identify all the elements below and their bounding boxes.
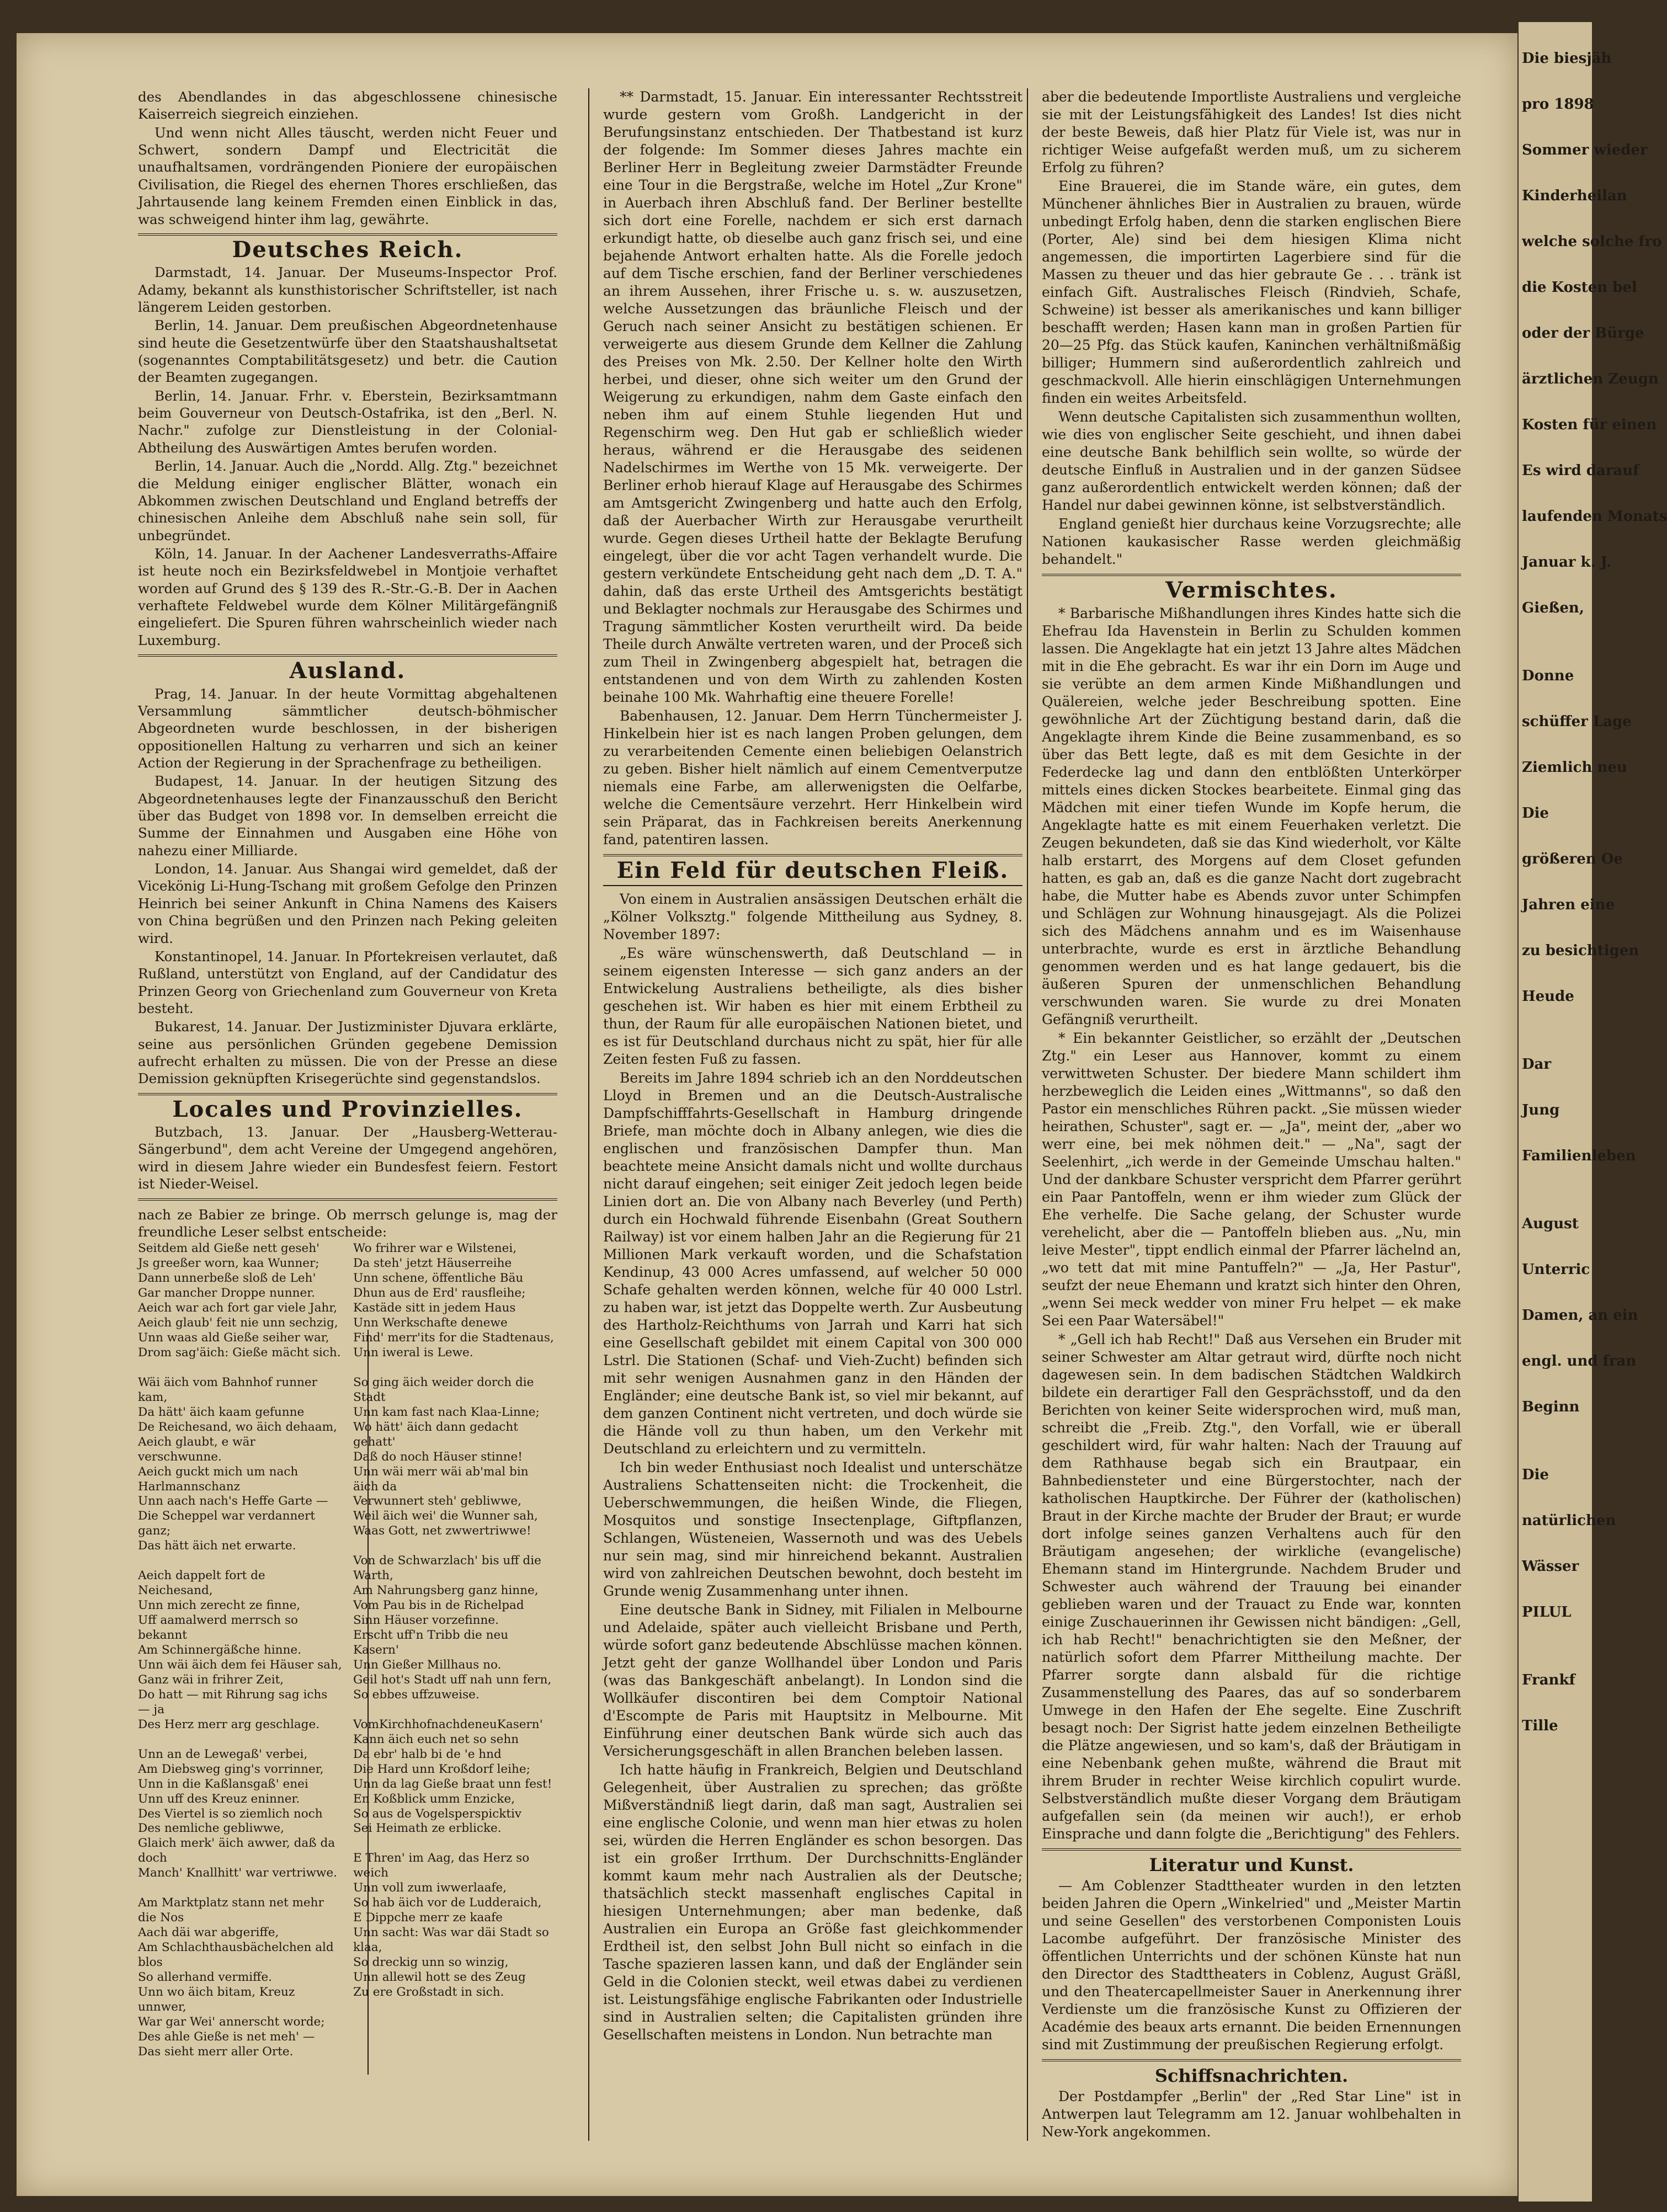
section-rule	[1042, 1848, 1461, 1851]
edge-fragment: Kosten für einen	[1522, 417, 1657, 433]
article-para: Von einem in Australien ansässigen Deutschen erhält die „Kölner Volksztg." folgende Mittheilung aus Sydney, 8. November 1897:	[603, 891, 1022, 942]
section-rule	[138, 654, 557, 657]
column-2	[603, 88, 1022, 2045]
edge-fragment: Die biesjäh	[1522, 50, 1612, 67]
news-item: Babenhausen, 12. Januar. Dem Herrn Tünchermeister J. Hinkelbein hier ist es nach langen Proben gelungen, dem zu verarbeitenden Cemente einen beliebigen Oelanstrich zu geben. Bisher hielt nämlich auf einem Cementverputze niemals eine Farbe, am allerwenigsten die Oelfarbe, welche die Cementsäure verzehrt. Herr Hinkelbein wird sein Präparat, das in Fachkreisen bereits Anerkennung fand, patentiren lassen.	[603, 708, 1022, 848]
edge-fragment: Die	[1522, 1467, 1549, 1483]
edge-fragment: laufenden Monats	[1522, 508, 1667, 525]
edge-fragment: Sommer wieder	[1522, 142, 1648, 158]
edge-fragment: Unterric	[1522, 1261, 1590, 1278]
news-item: Berlin, 14. Januar. Dem preußischen Abgeordnetenhause sind heute die Gesetzentwürfe über den Staatshaushaltsetat (sogenanntes Comptabilitätsgesetz) und betr. die Caution der Beamten zugegangen.	[138, 317, 557, 386]
column-1	[138, 88, 557, 2060]
column-divider	[1027, 88, 1028, 2141]
news-item: — Am Coblenzer Stadttheater wurden in den letzten beiden Jahren die Opern „Winkelried" und „Meister Martin und seine Gesellen" des verstorbenen Componisten Louis Lacombe aufgeführt. Der französische Minister des öffentlichen Unterrichts und der schönen Künste hat nun den Director des Stadttheaters in Coblenz, August Gräßl, und den Theatercapellmeister Sauer in Anerkennung ihrer Verdienste um die französische Kunst zu Offizieren der Académie des beaux arts ernannt. Die beiden Ernennungen sind mit Zustimmung der preußischen Regierung erfolgt.	[1042, 1878, 1461, 2053]
section-rule	[138, 1093, 557, 1095]
article-para: Ich bin weder Enthusiast noch Idealist und unterschätze Australiens Schattenseiten nicht: die Trockenheit, die Ueberschwemmungen, die heißen Winde, die Fliegen, Mosquitos und sonstige Insectenplage, Giftpflanzen, Schlangen, Wüsteneien, Wassernoth und was des Uebels nur sein mag, sind mir hinreichend bekannt. Australien wird von zahlreichen Deutschen bewohnt, doch besteht im Grunde wenig Zusammenhang unter ihnen.	[603, 1459, 1022, 1599]
news-item: Der Postdampfer „Berlin" der „Red Star Line" ist in Antwerpen laut Telegramm am 12. Januar wohlbehalten in New-York angekommen.	[1042, 2088, 1461, 2140]
edge-fragment: Dar	[1522, 1056, 1552, 1073]
dialect-poem	[138, 1241, 557, 2059]
edge-fragment: Januar k. J.	[1522, 554, 1612, 571]
article-para: Eine Brauerei, die im Stande wäre, ein gutes, dem Münchener ähnliches Bier in Australien zu brauen, würde unbedingt Erfolg haben, denn die starken englischen Biere (Porter, Ale) sind bei dem hiesigen Klima nicht angemessen, die importirten Lagerbiere sind für die Massen zu theuer und das hier gebraute Ge . . . tränk ist einfach Gift. Australisches Fleisch (Rindvieh, Schafe, Schweine) ist besser als amerikanisches und kann billiger beschafft werden; Hasen kann man in großen Partien für 20—25 Pfg. das Stück kaufen, Kaninchen verhältnißmäßig billiger; Hummern sind außerordentlich zahlreich und geschmackvoll. Alle hierin einschlägigen Unternehmungen finden ein weites Arbeitsfeld.	[1042, 178, 1461, 406]
section-title-literatur: Literatur und Kunst.	[1149, 1854, 1354, 1875]
news-item: * Barbarische Mißhandlungen ihres Kindes hatte sich die Ehefrau Ida Havenstein in Berlin zu Schulden kommen lassen. Die Angeklagte hat ein jetzt 13 Jahre altes Mädchen mit in die Ehe gebracht. Es war ihr ein Dorn im Auge und sie verübte an dem armen Kinde Mißhandlungen und Quälereien, welche jeder Beschreibung spotten. Eine gewöhnliche Art der Züchtigung bestand darin, daß die Angeklagte ihrem Kinde die Beine zusammenband, es so über das Bett legte, daß es mit dem Gesichte in der Federdecke lag und dann den entblößten Unterkörper mittels eines dicken Stockes bearbeitete. Einmal ging das Mädchen mit einer tiefen Wunde im Kopfe herum, die Angeklagte hatte es mit einem Feuerhaken verletzt. Die Zeugen bekundeten, daß sie das Kind wiederholt, vor Kälte halb erstarrt, des Morgens auf dem Closet gefunden hatten, es gab an, daß es die ganze Nacht dort zugebracht habe, die Mutter habe es Abends zuvor unter Schimpfen und Schlägen zur Wohnung hinausgejagt. Als die Polizei sich des Mädchens annahm und es im Waisenhause unterbrachte, wurde es erst in ärztliche Behandlung genommen werden und es hat lange gedauert, bis die äußeren Spuren der unmenschlichen Behandlung verschwunden waren. Sie wurde zu drei Monaten Gefängniß verurtheilt.	[1042, 605, 1461, 1027]
edge-fragment: Familienleben	[1522, 1148, 1636, 1164]
intro-para: des Abendlandes in das abgeschlossene chinesische Kaiserreich siegreich einziehen.	[138, 89, 557, 122]
article-para: „Es wäre wünschenswerth, daß Deutschland — in seinem eigensten Interesse — sich ganz anders an der Entwickelung Australiens betheiligte, als dies bisher geschehen ist. Wir haben es hier mit einem Erbtheil zu thun, der Raum für alle europäischen Nationen bietet, und es ist für Deutschland durchaus nicht zu spät, hier für alle Zeiten festen Fuß zu fassen.	[603, 945, 1022, 1067]
section-rule	[138, 1198, 557, 1201]
edge-fragment: oder der Bürge	[1522, 325, 1644, 342]
edge-fragment: Kinderheilan	[1522, 188, 1627, 204]
edge-fragment: Beginn	[1522, 1399, 1580, 1415]
adjacent-page-edge	[1519, 22, 1667, 2202]
edge-fragment: Es wird darauf	[1522, 462, 1639, 479]
edge-fragment: die Kosten bel	[1522, 279, 1637, 296]
title-rule	[603, 885, 1022, 886]
edge-fragment: pro 1898	[1522, 96, 1594, 113]
article-para: Eine deutsche Bank in Sidney, mit Filialen in Melbourne und Adelaide, später auch vielleicht Brisbane und Perth, würde sofort ganz bedeutende Abschlüsse machen können. Jetzt geht der ganze Wollhandel über London und Paris (was das Bankgeschäft anbelangt). In London sind die Wollkäufer discontiren bei dem Comptoir National d'Escompte de Paris mit Hauptsitz in Melbourne. Mit Einführung einer deutschen Bank würde sich auch das Versicherungsgeschäft in allen Branchen beleben lassen.	[603, 1602, 1022, 1759]
news-item: Konstantinopel, 14. Januar. In Pfortekreisen verlautet, daß Rußland, unterstützt von England, auf der Candidatur des Prinzen Georg von Griechenland zum Gouverneur von Kreta besteht.	[138, 948, 557, 1016]
section-rule	[603, 854, 1022, 856]
news-item: Berlin, 14. Januar. Frhr. v. Eberstein, Bezirksamtmann beim Gouverneur von Deutsch-Ostafrika, ist den „Berl. N. Nachr." zufolge zur Dienstleistung in der Colonial-Abtheilung des Auswärtigen Amtes berufen worden.	[138, 387, 557, 456]
section-title-locales: Locales und Provinzielles.	[172, 1096, 523, 1122]
section-title-schiffsnachrichten: Schiffsnachrichten.	[1154, 2065, 1349, 2086]
poem-intro: nach ze Babier ze bringe. Ob merrsch gelunge is, mag der freundliche Leser selbst entscheide:	[138, 1206, 557, 1240]
section-title-ausland: Ausland.	[289, 658, 406, 684]
news-item: London, 14. Januar. Aus Shangai wird gemeldet, daß der Vicekönig Li-Hung-Tschang mit großem Gefolge den Prinzen Heinrich bei seiner Ankunft in China Namens des Kaisers von China begrüßen und den Prinzen nach Peking geleiten wird.	[138, 861, 557, 946]
edge-fragment: Ziemlich neu	[1522, 759, 1627, 776]
section-rule	[1042, 2059, 1461, 2061]
article-para: aber die bedeutende Importliste Australiens und vergleiche sie mit der Leistungsfähigkeit des Landes! Ist dies nicht der beste Beweis, daß hier Platz für Viele ist, was nur in richtiger Weise aufgefaßt werden muß, um zu sicherem Erfolg zu führen?	[1042, 89, 1461, 175]
article-para: England genießt hier durchaus keine Vorzugsrechte; alle Nationen kaukasischer Rasse werden gleichmäßig behandelt."	[1042, 516, 1461, 567]
news-item: Berlin, 14. Januar. Auch die „Nordd. Allg. Ztg." bezeichnet die Meldung einiger englischer Blätter, wonach ein Abkommen zwischen Deutschland und England betreffs der chinesischen Anleihe dem Abschluß nahe sein soll, für unbegründet.	[138, 458, 557, 543]
column-3	[1042, 88, 1461, 2142]
news-item: ** Darmstadt, 15. Januar. Ein interessanter Rechtsstreit wurde gestern vom Großh. Landgericht in der Berufungsinstanz entschieden. Der Thatbestand ist kurz der folgende: Im Sommer dieses Jahres machte ein Berliner Herr in Begleitung zweier Darmstädter Freunde eine Tour in die Bergstraße, welche im Hotel „Zur Krone" in Auerbach ihren Abschluß fand. Der Berliner bestellte sich dort eine Forelle, nachdem er sich erst darnach erkundigt hatte, ob dieselbe auch ganz frisch sei, und eine bejahende Antwort erhalten hatte. Als die Forelle jedoch auf dem Tische erschien, fand der Berliner verschiedenes an ihrem Aussehen, ihrer Frische u. s. w. auszusetzen, welche Aussetzungen das bräunliche Fleisch und der Geruch nach seiner Ansicht zu bestätigen schienen. Er verweigerte aus diesem Grunde dem Kellner die Zahlung des Preises von Mk. 2.50. Der Kellner holte den Wirth herbei, und dieser, ohne sich weiter um den Grund der Weigerung zu erkundigen, nahm dem Gaste einfach den neben ihm auf einem Stuhle liegenden Hut und Regenschirm weg. Den Hut gab er schließlich wieder heraus, während er die Herausgabe des seidenen Nadelschirmes im Werthe von 15 Mk. verweigerte. Der Berliner erhob hierauf Klage auf Herausgabe des Schirmes am Amtsgericht Zwingenberg und hatte auch den Erfolg, daß der Auerbacher Wirth zur Herausgabe verurtheilt wurde. Gegen dieses Urtheil hatte der Beklagte Berufung eingelegt, über die vor acht Tagen verhandelt wurde. Die gestern verkündete Entscheidung geht nach dem „D. T. A." dahin, daß das erste Urtheil des Amtsgerichts bestätigt und Beklagter nochmals zur Herausgabe des Schirmes und Tragung sämmtlicher Kosten verurtheilt wird. Da beide Theile durch Anwälte vertreten waren, und der Proceß sich zum Theil in Zwingenberg abgespielt hat, betragen die entstandenen und von dem Wirth zu zahlenden Kosten beinahe 100 Mk. Wahrhaftig eine theuere Forelle!	[603, 89, 1022, 705]
edge-fragment: August	[1522, 1216, 1579, 1232]
edge-fragment: Die	[1522, 805, 1549, 822]
edge-fragment: Gießen,	[1522, 600, 1584, 616]
edge-fragment: größeren Oe	[1522, 851, 1623, 867]
article-para: Ich hatte häufig in Frankreich, Belgien und Deutschland Gelegenheit, über Australien zu sprechen; das größte Mißverständniß liegt darin, daß man sagt, Australien sei eine englische Colonie, und wenn man hier etwas zu holen sei, würden die Herren Engländer es schon besorgen. Das ist ein großer Irrthum. Der Durchschnitts-Engländer kommt kaum mehr nach Australien als der Deutsche; thatsächlich steckt massenhaft englisches Capital in hiesigen Unternehmungen; aber man bedenke, daß Australien ein Europa an Größe fast gleichkommender Erdtheil ist, den selbst John Bull nicht so einfach in die Tasche spazieren lassen kann, und daß der Engländer sein Geld in die Colonien steckt, weil etwas dabei zu verdienen ist. Leistungsfähige englische Fabrikanten oder Industrielle sind in Australien selten; die Capitalisten gründen ihre Gesellschaften meistens in London. Nun betrachte man	[603, 1762, 1022, 2043]
news-item: Butzbach, 13. Januar. Der „Hausberg-Wetterau-Sängerbund", dem acht Vereine der Umgegend angehören, wird in diesem Jahre wieder ein Bundesfest feiern. Festort ist Nieder-Weisel.	[138, 1124, 557, 1192]
section-title-vermischtes: Vermischtes.	[1165, 577, 1338, 603]
edge-fragment: PILUL	[1522, 1604, 1572, 1621]
edge-fragment: Jahren eine	[1522, 897, 1615, 913]
intro-para: Und wenn nicht Alles täuscht, werden nicht Feuer und Schwert, sondern Dampf und Electricität die unaufhaltsamen, vordrängenden Pioniere der europäischen Civilisation, die Riegel des ehernen Thores erschließen, das Jahrtausende lang keinem Fremden einen Einblick in das, was schweigend hinter ihm lag, gewährte.	[138, 124, 557, 227]
edge-fragment: zu besichtigen	[1522, 942, 1639, 959]
edge-fragment: Wässer	[1522, 1558, 1579, 1575]
news-item: Prag, 14. Januar. In der heute Vormittag abgehaltenen Versammlung sämmtlicher deutsch-böhmischer Abgeordneten wurde beschlossen, in der bisherigen oppositionellen Haltung zu verharren und sich an keiner Action der Regierung in der Sprachenfrage zu betheiligen.	[138, 685, 557, 771]
column-divider	[588, 88, 589, 2141]
edge-fragment: natürlichen	[1522, 1512, 1616, 1529]
edge-fragment: Donne	[1522, 668, 1574, 684]
edge-fragment: Jung	[1522, 1102, 1560, 1118]
news-item: Budapest, 14. Januar. In der heutigen Sitzung des Abgeordnetenhauses legte der Finanzausschuß den Bericht über das Budget von 1898 vor. In demselben erreicht die Summe der Einnahmen und Ausgaben eine Höhe von nahezu einer Milliarde.	[138, 773, 557, 859]
edge-fragment: Frankf	[1522, 1672, 1575, 1688]
edge-fragment: engl. und fran	[1522, 1353, 1637, 1369]
news-item: Köln, 14. Januar. In der Aachener Landesverraths-Affaire ist heute noch ein Bezirksfeldwebel in Montjoie verhaftet worden auf Grund des § 139 des R.-Str.-G.-B. Der in Aachen verhaftete Feldwebel wurde dem Kölner Militärgefängniß eingeliefert. Die Spuren führen wahrscheinlich wieder nach Luxemburg.	[138, 545, 557, 648]
edge-fragment: Tille	[1522, 1718, 1558, 1734]
news-item: * Ein bekannter Geistlicher, so erzählt der „Deutschen Ztg." ein Leser aus Hannover, kommt zu einem verwittweten Schuster. Der biedere Mann schildert ihm herzbeweglich die Leiden eines „Wittmanns", so daß den Pastor ein menschliches Rühren packt. „Sie müssen wieder heirathen, Schuster", sagt er. — „Ja", meint der, „aber wo werr eine, bei mek nöhmen deit." — „Na", sagt der Seelenhirt, „ich werde in der Gemeinde Umschau halten." Und der dankbare Schuster verspricht dem Pfarrer gerührt ein Paar Pantoffeln, wenn er ihm wieder zum Glück der Ehe verhelfe. Die Sache gelang, der Schuster wurde verehelicht, aber die — Pantoffeln blieben aus. „Nu, min leive Mester", tippt endlich einmal der Pfarrer lächelnd an, „wo tett dat mit mine Pantuffeln?" — „Ja, Her Pastur", seufzt der neue Ehemann und kratzt sich hinter den Ohren, „wenn Sei meck wedder von miner Fru helpet — ek make Sei een Paar Watersäbel!"	[1042, 1030, 1461, 1329]
poem-right-column: Wo frihrer war e Wilstenei, Da steh' jetzt Häuserreihe Unn schene, öffentliche Bäu Dhun aus de Erd' rausfleihe; Kastäde sitt in jedem Haus Unn Werkschafte denewe Find' merr'its for die Stadtenaus, Unn iweral is Lewe. So ging äich weider dorch die Stadt Unn kam fast nach Klaa-Linne; Wo hätt' äich dann gedacht gehatt' Daß do noch Häuser stinne! Unn wäi merr wäi ab'mal bin äich da Verwunnert steh' gebliwwe, Weil äich wei' die Wunner sah, Waas Gott, net zwwertriwwe! Von de Schwarzlach' bis uff die Warth, Am Nahrungsberg ganz hinne, Vom Pau bis in de Richelpad Sinn Häuser vorzefinne. Erscht uff'n Tribb die neu Kasern' Unn Gießer Millhaus no. Geil hot's Stadt uff nah unn fern, So ebbes uffzuweise. VomKirchhofnachdeneuKasern' Kann äich euch net so sehn Da ebr' halb bi de 'e hnd Die Hard unn Kroßdorf leihe; Unn da lag Gieße braat unn fest! En Koßblick umm Enzicke, So aus de Vogelsperspicktiv Sei Heimath ze erblicke. E Thren' im Aag, das Herz so weich Unn voll zum iwwerlaafe, So hab äich vor de Ludderaich, E Dippche merr ze kaafe Unn sacht: Was war däi Stadt so klaa, So dreckig unn so winzig, Unn allewil hott se des Zeug Zu ere Großstadt in sich.	[353, 1241, 554, 1999]
article-title-feld: Ein Feld für deutschen Fleiß.	[616, 857, 1009, 883]
edge-fragment: welche solche fro	[1522, 233, 1662, 250]
edge-fragment: Heude	[1522, 988, 1574, 1005]
edge-fragment: schüffer Lage	[1522, 713, 1632, 730]
poem-left-column: Seitdem ald Gieße nett geseh' Js greeßer worn, kaa Wunner; Dann unnerbeße sloß de Leh' Gar mancher Droppe nunner. Aeich war ach fort gar viele Jahr, Aeich glaub' feit nie unn sechzig, Unn waas ald Gieße seiher war, Drom sag'äich: Gieße mächt sich. Wäi äich vom Bahnhof runner kam, Da hätt' äich kaam gefunne De Reichesand, wo äich dehaam, Aeich glaubt, e wär verschwunne. Aeich guckt mich um nach Harlmannschanz Unn aach nach's Heffe Garte — Die Scheppel war verdannert ganz; Das hätt äich net erwarte. Aeich dappelt fort de Neichesand, Unn mich zerecht ze finne, Uff aamalwerd merrsch so bekannt Am Schinnergäßche hinne. Unn wäi äich dem fei Häuser sah, Ganz wäi in frihrer Zeit, Do hatt — mit Rihrung sag ichs — ja Des Herz merr arg geschlage. Unn an de Lewegaß' verbei, Am Diebsweg ging's vorrinner, Unn in die Kaßlansgaß' enei Unn uff des Kreuz eninner. Des Viertel is so ziemlich noch Des nemliche gebliwwe, Glaich merk' äich awwer, daß da doch Manch' Knallhitt' war vertriwwe. Am Marktplatz stann net mehr die Nos Aach däi war abgeriffe, Am Schlachthausbächelchen ald blos So allerhand vermiffe. Unn wo äich bitam, Kreuz unnwer, War gar Wei' annerscht worde; Des ahle Gieße is net meh' — Das sieht merr aller Orte.	[138, 1241, 342, 2059]
article-para: Bereits im Jahre 1894 schrieb ich an den Norddeutschen Lloyd in Bremen und an die Deutsch-Australische Dampfschifffahrts-Gesellschaft in Hamburg dringende Briefe, man möchte doch in Albany anlegen, wie dies die englischen und französischen Dampfer thun. Man beachtete meine Ansicht damals nicht und wollte durchaus nicht darauf eingehen; seit einiger Zeit jedoch legen beide Linien dort an. Die von Albany nach Beverley (und Perth) durch ein Hochwald führende Eisenbahn (Great Southern Railway) ist vor einem halben Jahr an die Regierung für 21 Millionen Mark verkauft worden, und die Schafstation Kendinup, 43 000 Acres umfassend, auf welcher 50 000 Schafe gehalten werden können, welche für 40 000 Lstrl. zu haben war, ist jetzt das Doppelte werth. Zur Ausbeutung des Hartholz-Reichthums von Jarrah und Karri hat sich eine Gesellschaft gebildet mit einem Capital von 300 000 Lstrl. Die Stationen (Schaf- und Vieh-Zucht) befinden sich mit sehr wenigen Ausnahmen ganz in den Händen der Engländer; eine deutsche Bank ist, so viel mir bekannt, auf dem ganzen Continent nicht vertreten, und doch würde sie die Hände voll zu thun haben, um den Verkehr mit Deutschland zu erleichtern und zu vermitteln.	[603, 1070, 1022, 1457]
edge-fragment: Damen, an ein	[1522, 1307, 1638, 1324]
edge-fragment: ärztlichen Zeugn	[1522, 371, 1659, 387]
news-item: * „Gell ich hab Recht!" Daß aus Versehen ein Bruder mit seiner Schwester am Altar getraut wird, dürfte noch nicht dagewesen sein. In dem badischen Städtchen Waldkirch bildete ein derartiger Fall den Gesprächsstoff, und da den Berichten von keiner Seite widersprochen wird, muß man, schreibt die „Freib. Ztg.", den Vorfall, wie er überall geschildert wird, für wahr halten: Nach der Trauung auf dem Rathhause begab sich ein Brautpaar, ein Bahnbediensteter und eine Bürgerstochter, nach der katholischen Hauptkirche. Der Führer der (katholischen) Braut in der Kirche machte der Bruder der Braut; er wurde dort infolge seines ganzen Verhaltens auch für den Bräutigam angesehen; der wirkliche (evangelische) Ehemann stand im Hintergrunde. Nachdem Bruder und Schwester auch während der Trauung bei einander geblieben waren und der Trauact zu Ende war, konnten einige Zuschauerinnen ihr Gewissen nicht bändigen: „Gell, ich hab Recht!" benachrichtigten sie den Meßner, der natürlich sofort dem Pfarrer Mittheilung machte. Der Pfarrer sorgte dann alsbald für die richtige Zusammenstellung des Paares, das auf so sonderbarem Umwege in den Hafen der Ehe segelte. Eine Zuschrift besagt noch: Der Sigrist hatte jedem einzelnen Betheiligte die Plätze angewiesen, und so kam's, daß der Bräutigam in eine Nebenbank gehen mußte, während die Braut mit ihrem Bruder in rechter Weise kirchlich copulirt wurde. Selbstverständlich mußte dieser Vorgang dem Bräutigam aufgefallen sein (da meinen wir auch!), er erhob Einsprache und dann folgte die „Berichtigung" des Fehlers.	[1042, 1331, 1461, 1842]
section-rule	[138, 233, 557, 236]
section-title-deutsches-reich: Deutsches Reich.	[232, 236, 464, 263]
news-item: Darmstadt, 14. Januar. Der Museums-Inspector Prof. Adamy, bekannt als kunsthistorischer Schriftsteller, ist nach längerem Leiden gestorben.	[138, 264, 557, 315]
section-rule	[1042, 574, 1461, 576]
news-item: Bukarest, 14. Januar. Der Justizminister Djuvara erklärte, seine aus persönlichen Gründen gegebene Demission aufrecht erhalten zu müssen. Die von der Presse an diese Demission geknüpften Krisegerüchte sind gegenstandslos.	[138, 1019, 557, 1087]
article-para: Wenn deutsche Capitalisten sich zusammenthun wollten, wie dies von englischer Seite geschieht, und ihnen dabei eine deutsche Bank behilflich sein wollte, so würde der deutsche Einfluß in Australien und in der ganzen Südsee ganz außerordentlich entwickelt werden können; daß der Handel nur dabei gewinnen könne, ist selbstverständlich.	[1042, 409, 1461, 513]
